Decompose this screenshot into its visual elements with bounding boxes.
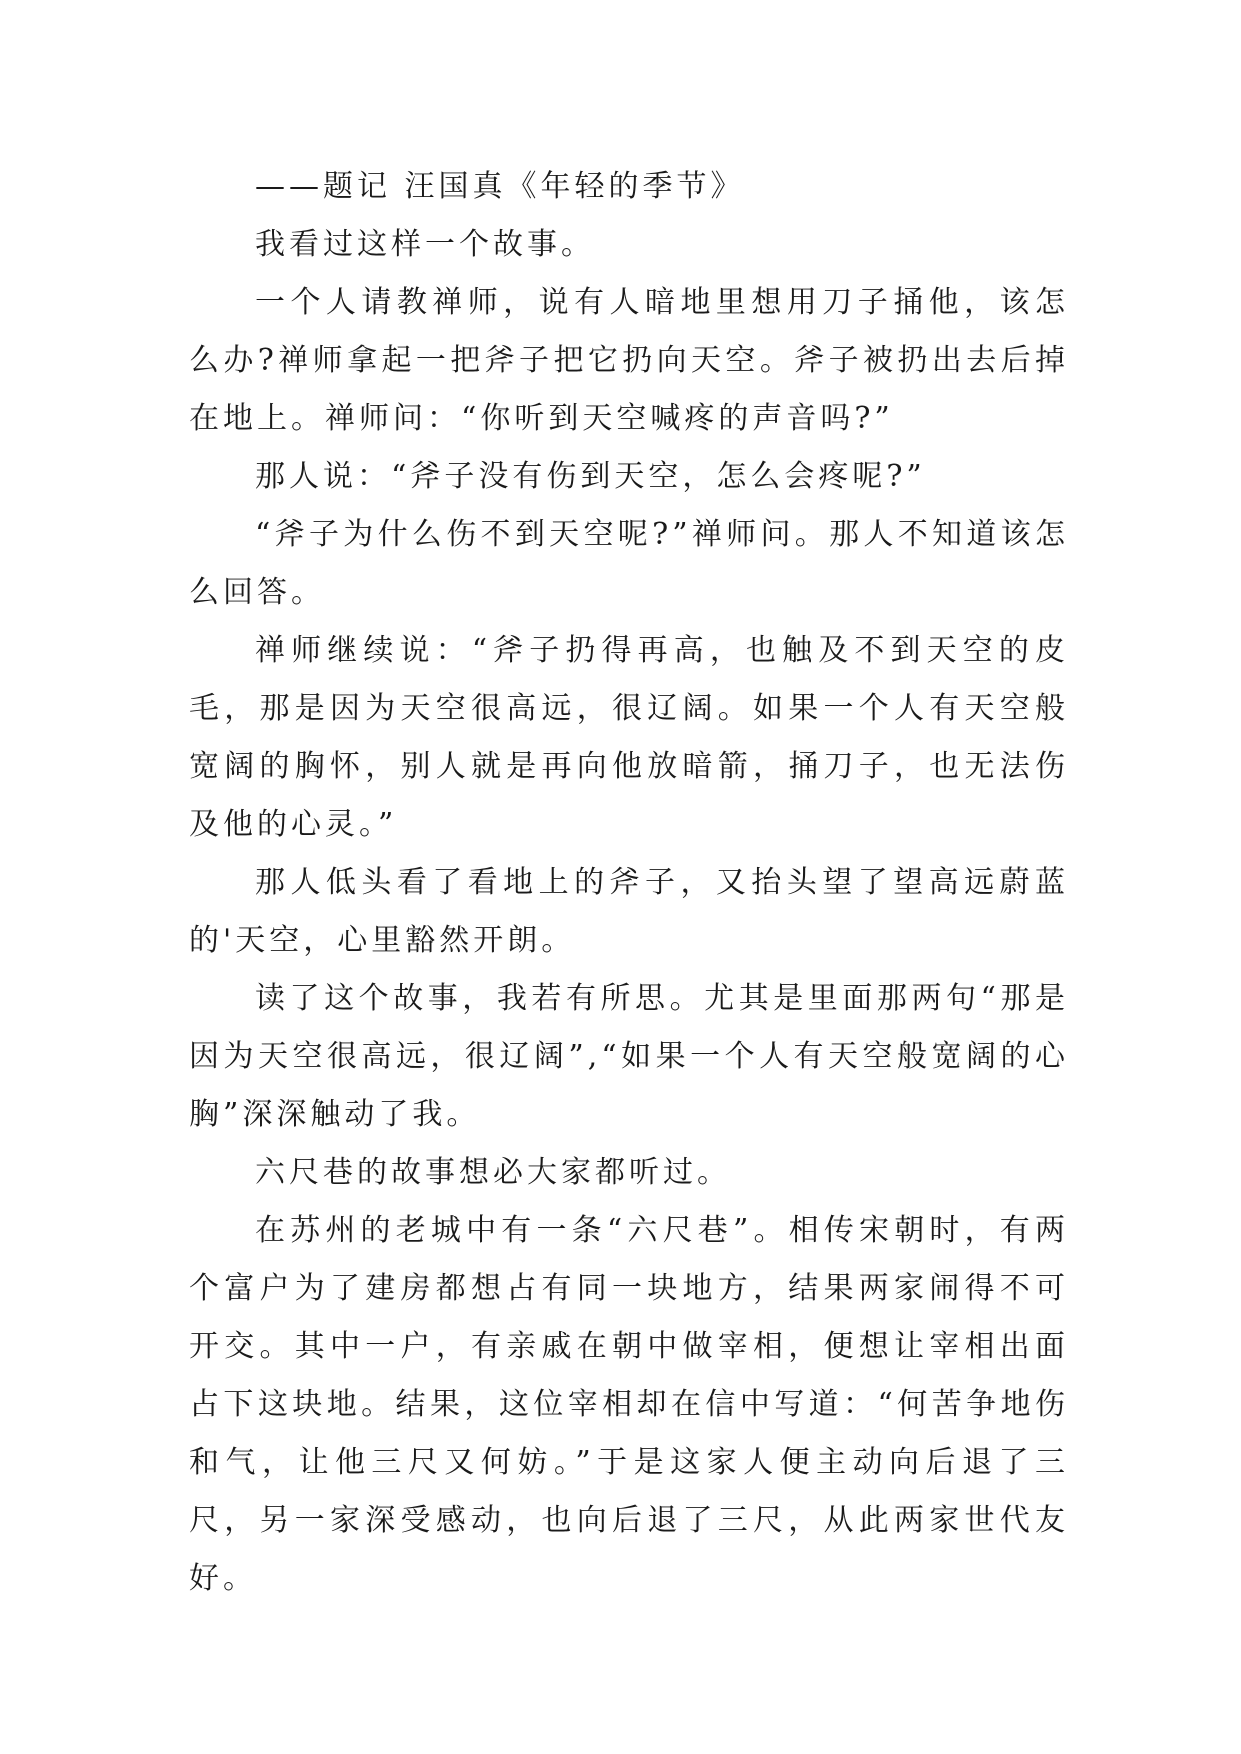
paragraph: 一个人请教禅师，说有人暗地里想用刀子捅他，该怎么办?禅师拿起一把斧子把它扔向天空。斧子被扔出去后掉在地上。禅师问：“你听到天空喊疼的声音吗?” [189, 285, 1069, 436]
paragraph: 那人低头看了看地上的斧子，又抬头望了望高远蔚蓝的'天空，心里豁然开朗。 [189, 865, 1069, 958]
paragraph: 读了这个故事，我若有所思。尤其是里面那两句“那是因为天空很高远，很辽阔”,“如果一个人有天空般宽阔的心胸”深深触动了我。 [189, 981, 1069, 1132]
body-text [189, 158, 1069, 1608]
paragraph: 六尺巷的故事想必大家都听过。 [255, 1155, 731, 1190]
epigraph-paragraph: ——题记 汪国真《年轻的季节》 [255, 169, 745, 204]
paragraph: “斧子为什么伤不到天空呢?”禅师问。那人不知道该怎么回答。 [189, 517, 1069, 610]
paragraph: 禅师继续说：“斧子扔得再高，也触及不到天空的皮毛，那是因为天空很高远，很辽阔。如果一个人有天空般宽阔的胸怀，别人就是再向他放暗箭，捅刀子，也无法伤及他的心灵。” [189, 633, 1069, 842]
paragraph: 我看过这样一个故事。 [255, 227, 595, 262]
paragraph: 在苏州的老城中有一条“六尺巷”。相传宋朝时，有两个富户为了建房都想占有同一块地方，结果两家闹得不可开交。其中一户，有亲戚在朝中做宰相，便想让宰相出面占下这块地。结果，这位宰相却在信中写道：“何苦争地伤和气，让他三尺又何妨。”于是这家人便主动向后退了三尺，另一家深受感动，也向后退了三尺，从此两家世代友好。 [189, 1213, 1069, 1596]
paragraph: 那人说：“斧子没有伤到天空，怎么会疼呢?” [255, 459, 926, 494]
